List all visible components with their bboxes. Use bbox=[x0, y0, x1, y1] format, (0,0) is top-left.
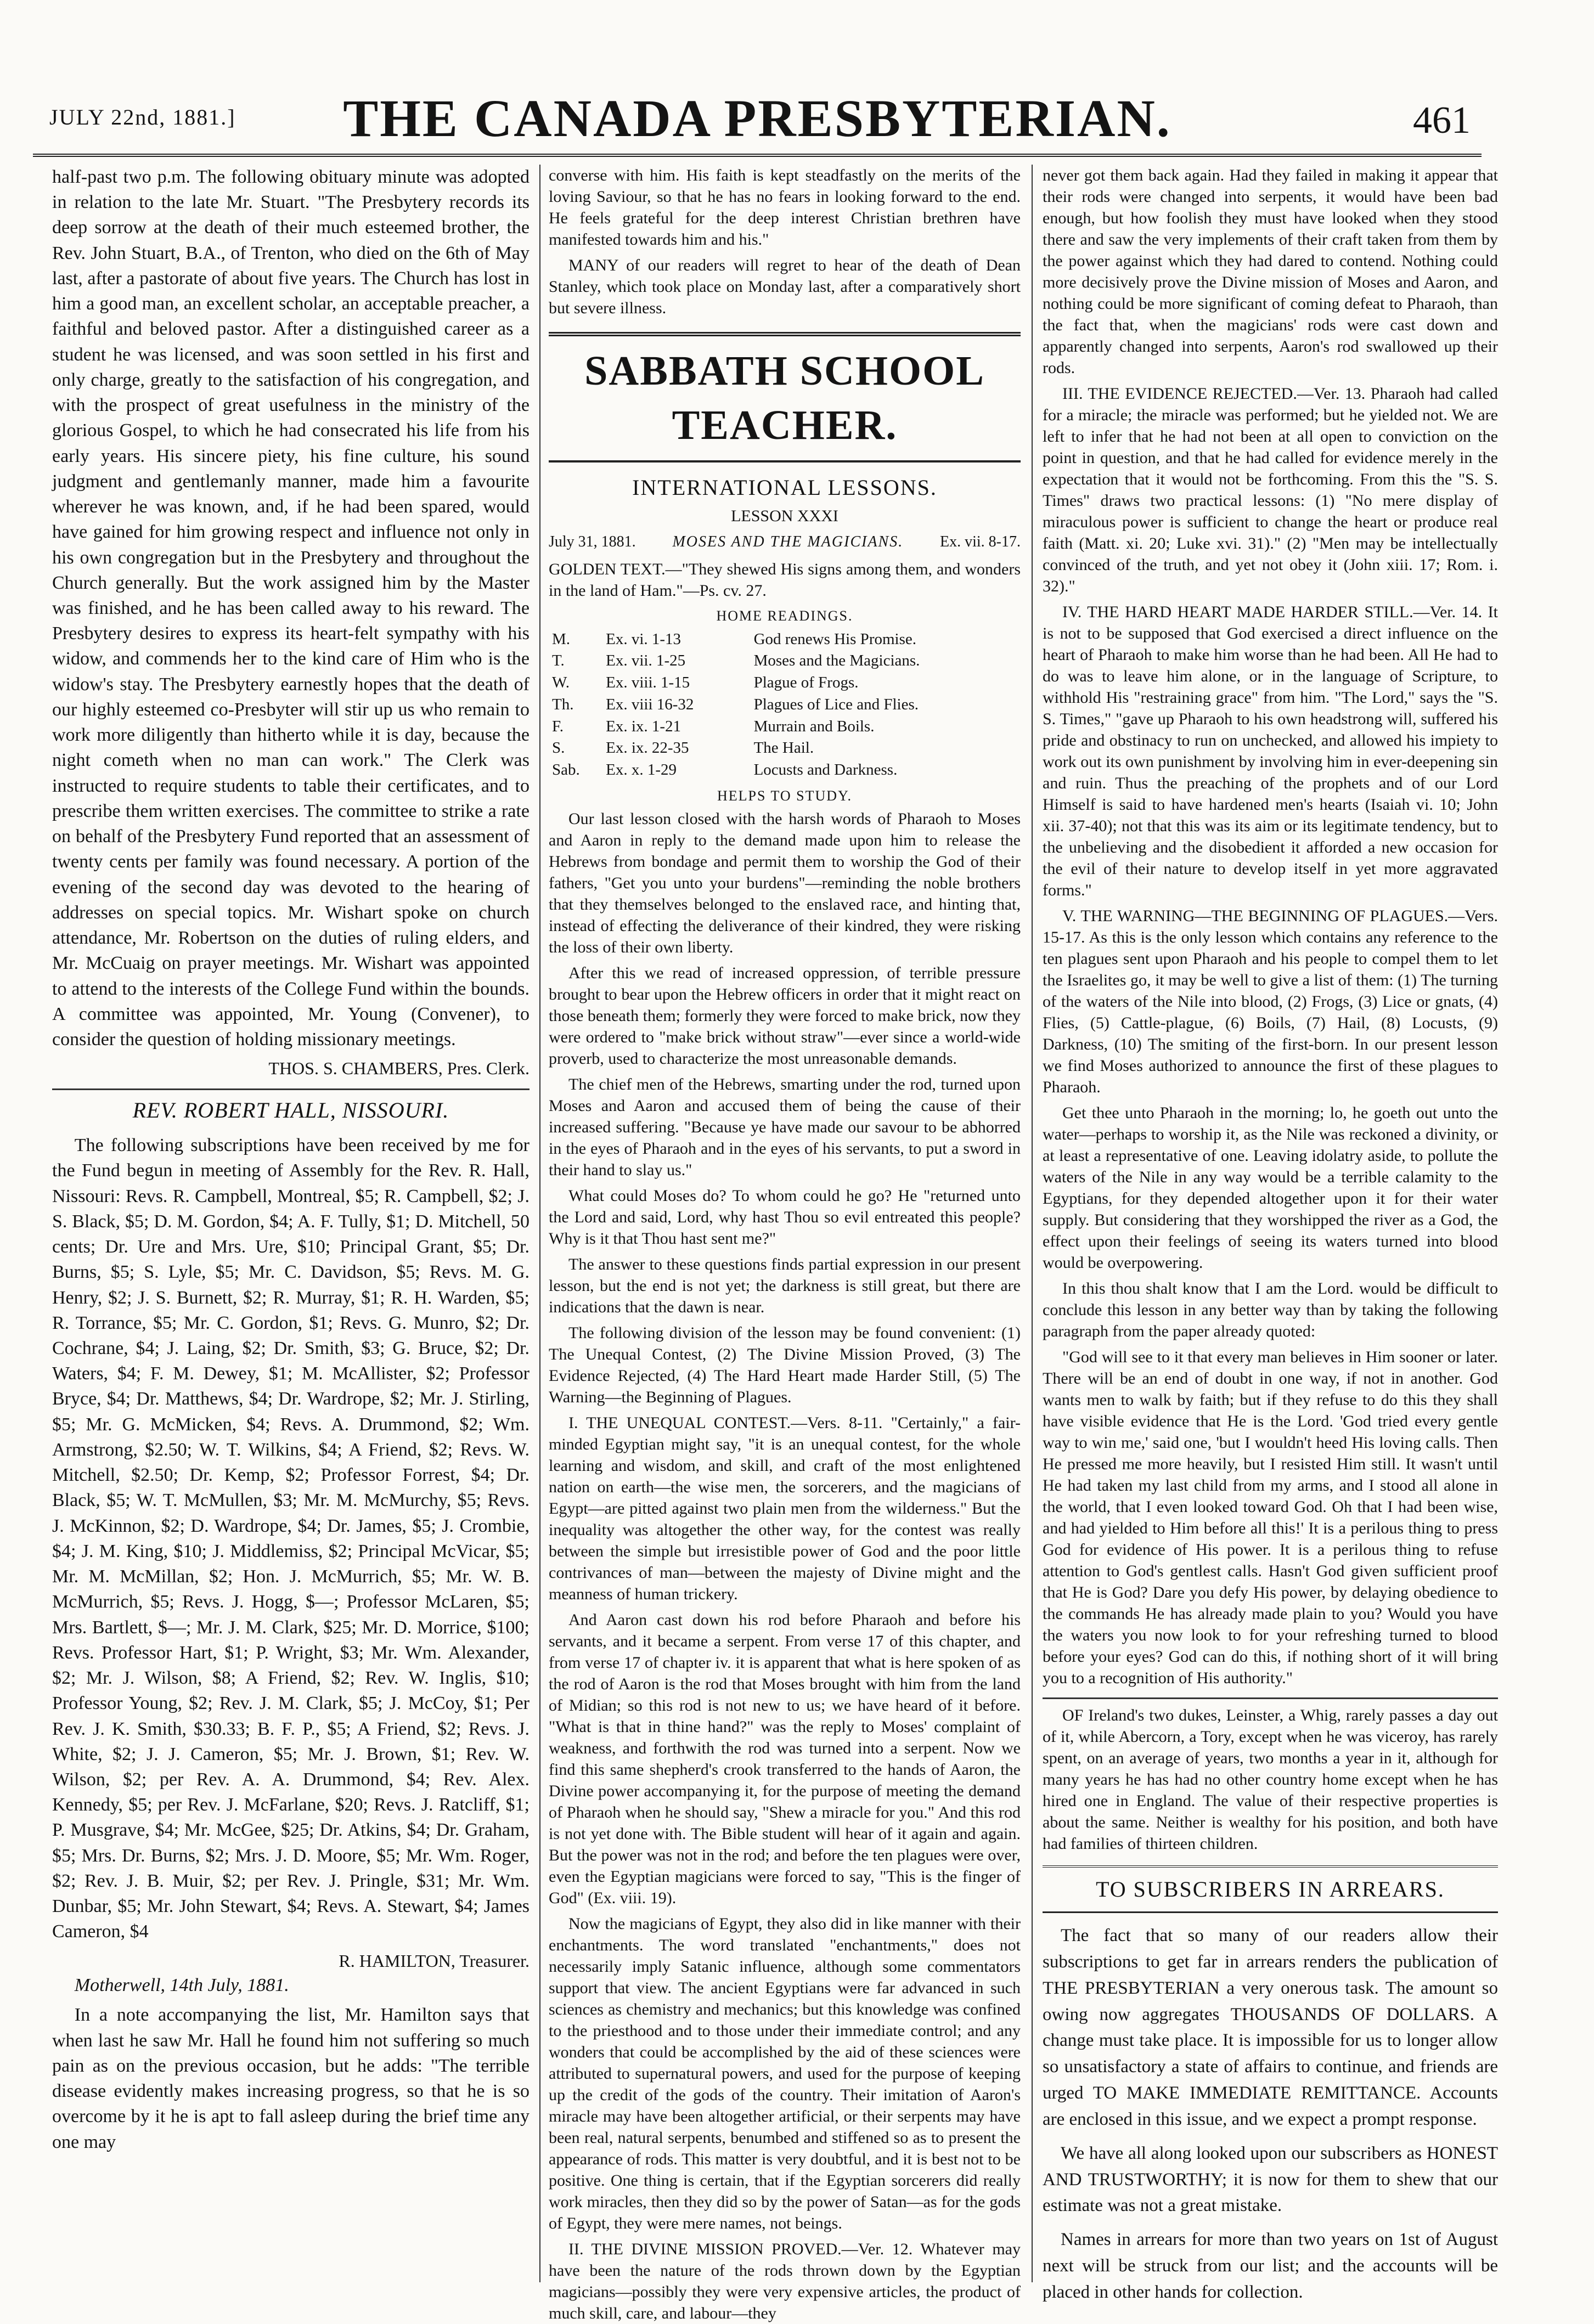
table-row: F. Ex. ix. 1-21 Murrain and Boils. bbox=[552, 717, 875, 735]
paragraph: Our last lesson closed with the harsh words of Pharaoh to Moses and Aaron in reply to the demand made upon him to release the Hebrews from bondage and permit them to worship the God of their fathers, "Get you unto your burdens"—reminding the noble brothers that they themselves belonged to the enslaved race, and hinting that, instead of effecting the deliverance of their kindred, they were risking the loss of their own liberty. bbox=[549, 810, 1021, 957]
table-row: Sab. Ex. x. 1-29 Locusts and Darkness. bbox=[552, 760, 898, 779]
newspaper-title: THE CANADA PRESBYTERIAN. bbox=[343, 89, 1171, 148]
paragraph: The fact that so many of our readers allow their subscriptions to get far in arrears renders the publication of THE PRESBYTERIAN a very onerous task. The amount so owing now aggregates THOUSANDS OF DOLLARS. A change must take place. It is impossible for us to longer allow so unsatisfactory a state of affairs to continue, and friends are urged TO MAKE IMMEDIATE REMITTANCE. Accounts are enclosed in this issue, and we expect a prompt response. bbox=[1043, 1926, 1498, 2129]
presbytery-report-text: half-past two p.m. The following obituary minute was adopted in relation to the late Mr. Stuart. "The Presbytery records its deep sorrow at the death of their much esteemed brother, the Rev. John Stuart, B.A., of Trenton, who died on the 6th of May last, after a pastorate of about five years. The Church has lost in him a good man, an excellent scholar, an acceptable preacher, a faithful and beloved pastor. After a distinguished career as a student he was licensed, and was soon settled in his first and only charge, greatly to the satisfaction of his congregation, and with the prospect of great usefulness in the ministry of the glorious Gospel, to which he had consecrated his life from his early years. His sincere piety, his fine culture, his sound judgment and gentlemanly manner, made him a favourite wherever he was known, and, if he had been spared, would have gained for him growing respect and influence not only in his own congregation but in the Presbytery and throughout the Church generally. But the work assigned him by the Master was finished, and he has been called away to his reward. The Presbytery desires to express its heart-felt sympathy with his widow, and commends her to the kind care of Him who is the widow's stay. The Presbytery earnestly hopes that the death of our highly esteemed co-Presbyter will stir up us who remain to work more diligently than hitherto while it is day, because the night cometh when no man can work." The Clerk was instructed to require students to table their certificates, and to prescribe them written exercises. The committee to strike a rate on behalf of the Presbytery Fund reported that an assessment of twenty cents per family was found necessary. A portion of the evening of the second day was devoted to the hearing of addresses on special topics. Mr. Wishart spoke on church attendance, Mr. Robertson on the duties of ruling elders, and Mr. McCuaig on prayer meetings. Mr. Wishart was appointed to attend to the interests of the College Fund within the bounds. A committee was appointed, Mr. Young (Convener), to consider the question of holding missionary meetings. bbox=[52, 167, 530, 1050]
paragraph: We have all along looked upon our subscribers as HONEST AND TRUSTWORTHY; it is now for them to shew that our estimate was not a great mistake. bbox=[1043, 2143, 1498, 2216]
divider bbox=[1043, 1697, 1498, 1699]
column-rule bbox=[1032, 165, 1033, 2282]
readings-heading: HOME READINGS. bbox=[716, 607, 853, 624]
paragraph: Names in arrears for more than two years on 1st of August next will be struck from our list; and the accounts will be placed in other hands for collection. bbox=[1043, 2230, 1498, 2302]
table-row: M. Ex. vi. 1-13 God renews His Promise. bbox=[552, 630, 916, 648]
paragraph: Get thee unto Pharaoh in the morning; lo, he goeth out unto the water—perhaps to worship it, as the Nile was reckoned a divinity, or at least a representative of one. Leaving idolatry aside, to pollute the waters of the Nile in any way would be a terrible calamity to the Egyptians, for they depended altogether upon it for their water supply. But considering that they worshipped the river as a God, the effect upon their feelings of seeing its waters turned into blood would be overpowering. bbox=[1043, 1104, 1498, 1272]
helps-heading: HELPS TO STUDY. bbox=[717, 787, 852, 804]
quotation: "God will see to it that every man believes in Him sooner or later. There will be an end of doubt in one way, if not in another. God wants men to walk by faith; but if they refuse to do this they shall have visible evidence that He is the Lord. 'God tried every gentle way to win me,' said one, 'but I wouldn't heed His loving calls. Then He pressed me more heavily, but I resisted Him still. It wasn't until He had taken my last child from my arms, and I stood all alone in the world, that I even looked toward God. Oh that I had been wise, and had yielded to Him before all this!' It is a perilous thing to press God for evidence of His power. It is a perilous thing to refuse attention to God's gentlest calls. Hasn't God given sufficient proof that He is God? Dare you defy His power, by delaying obedience to the commands He has already made plain to you? Would you have the waters you now look to for your refreshing turned to blood before your eyes? God can do this, if nothing short of it will bring you to a recognition of His authority." bbox=[1043, 1348, 1498, 1687]
signature: R. HAMILTON, Treasurer. bbox=[339, 1950, 530, 1971]
table-row: T. Ex. vii. 1-25 Moses and the Magicians. bbox=[552, 652, 920, 670]
news-item: OF Ireland's two dukes, Leinster, a Whig, rarely passes a day out of it, while Abercorn, a Tory, except when he was viceroy, has rarely spent, on an average of years, two months a year in it, although for many years he has had no other country home except when he has hired one in England. The value of their respective properties is about the same. Neither is wealthy for his position, and both have had families of thirteen children. bbox=[1043, 1706, 1498, 1853]
signature: THOS. S. CHAMBERS, Pres. Clerk. bbox=[268, 1058, 530, 1079]
section-banner: SABBATH SCHOOL TEACHER. bbox=[549, 332, 1021, 462]
golden-text: GOLDEN TEXT.—"They shewed His signs among them, and wonders in the land of Ham."—Ps. cv. 27. bbox=[549, 560, 1021, 600]
lesson-reference: Ex. vii. 8-17. bbox=[939, 533, 1021, 550]
paragraph: II. THE DIVINE MISSION PROVED.—Ver. 12. Whatever may have been the nature of the rods thrown down by the Egyptian magicians—possibly they were very expensive articles, the product of much skill, care, and labour—they bbox=[549, 2240, 1021, 2323]
dateline: Motherwell, 14th July, 1881. bbox=[74, 1975, 289, 1996]
paragraph: After this we read of increased oppression, of terrible pressure brought to bear upon the Hebrew officers in order that it might react on those beneath them; formerly they were forced to make brick, now they were ordered to "make brick without straw"—ever since a world-wide proverb, used to characterize the most unreasonable demands. bbox=[549, 964, 1021, 1068]
paragraph: In this thou shalt know that I am the Lord. would be difficult to conclude this lesson in any better way than by taking the following paragraph from the paper already quoted: bbox=[1043, 1279, 1498, 1340]
lesson-header bbox=[549, 532, 1021, 552]
paragraph: never got them back again. Had they failed in making it appear that their rods were changed into serpents, it would have been bad enough, but how foolish they must have looked when they stood there and saw the very implements of their craft taken from them by the power against which they had dared to contend. Nothing could more decisively prove the Divine mission of Moses and Aaron, and nothing could be more significant of coming defeat to Pharaoh, than the fact that, when the magicians' rods were cast down and apparently changed into serpents, Aaron's rod swallowed up their rods. bbox=[1043, 166, 1498, 377]
paragraph: III. THE EVIDENCE REJECTED.—Ver. 13. Pharaoh had called for a miracle; the miracle was performed; but he yielded not. We are left to infer that he had not been at all open to conviction on the point in question, and that he had called for evidence merely in the expectation that it would not be forthcoming. From this the "S. S. Times" draws two practical lessons: (1) "No mere display of miraculous power is sufficient to change the heart or produce real faith (Matt. xi. 20; Luke xvi. 31)." (2) "Men may be intellectually convinced of the truth, and yet not obey it (John xiii. 17; Rom. i. 32)." bbox=[1043, 385, 1498, 595]
paragraph: The chief men of the Hebrews, smarting under the rod, turned upon Moses and Aaron and accused them of being the cause of their increased suffering. "Because ye have made our savour to be abhorred in the eyes of Pharaoh and in the eyes of his servants, to put a sword in their hand to slay us." bbox=[549, 1075, 1021, 1180]
paragraph: V. THE WARNING—THE BEGINNING OF PLAGUES.—Vers. 15-17. As this is the only lesson which contains any reference to the ten plagues sent upon Pharaoh and his people to compel them to let the Israelites go, it may be well to give a list of them: (1) The turning of the waters of the Nile into blood, (2) Frogs, (3) Lice or gnats, (4) Flies, (5) Cattle-plague, (6) Boils, (7) Hail, (8) Locusts, (9) Darkness, (10) The smiting of the first-born. In our present lesson we find Moses authorized to announce the first of these plagues to Pharaoh. bbox=[1043, 907, 1498, 1096]
section-subheading: INTERNATIONAL LESSONS. bbox=[632, 475, 937, 500]
notice-heading: TO SUBSCRIBERS IN ARREARS. bbox=[1043, 1865, 1498, 1913]
column-2 bbox=[549, 165, 1021, 2323]
table-row: S. Ex. ix. 22-35 The Hail. bbox=[552, 739, 814, 757]
page-number: 461 bbox=[1413, 99, 1471, 142]
issue-date: JULY 22nd, 1881.] bbox=[49, 105, 236, 129]
column-rule bbox=[539, 165, 540, 2282]
column-1 bbox=[52, 165, 530, 2293]
lesson-date: July 31, 1881. bbox=[549, 533, 636, 550]
paragraph: The answer to these questions finds partial expression in our present lesson, but the end is not yet; the darkness is still great, but there are indications that the dawn is near. bbox=[549, 1255, 1021, 1317]
paragraph: I. THE UNEQUAL CONTEST.—Vers. 8-11. "Certainly," a fair-minded Egyptian might say, "it is an unequal contest, for the whole learning and wisdom, and skill, and craft of the most enlightened nation on earth—the wise men, the sorcerers, and the magicians of Egypt—are pitted against two plain men from the wilderness." But the inequality was altogether the other way, for the contest was really between the simple but irresistible power of God and the poor little contrivances of man—between the majesty of Divine might and the meanness of human trickery. bbox=[549, 1414, 1021, 1604]
subscription-list: The following subscriptions have been received by me for the Fund begun in meeting of Assembly for the Rev. R. Hall, Nissouri: Revs. R. Campbell, Montreal, $5; R. Campbell, $2; J. S. Black, $5; D. M. Gordon, $4; A. F. Tully, $1; D. Mitchell, 50 cents; Dr. Ure and Mrs. Ure, $10; Principal Grant, $5; Dr. Burns, $5; S. Lyle, $5; Mr. C. Davidson, $5; Revs. M. G. Henry, $2; J. S. Burnett, $2; R. Murray, $1; R. H. Warden, $5; R. Torrance, $5; Mr. C. Gordon, $1; Revs. G. Munro, $2; Dr. Cochrane, $4; J. Laing, $2; Dr. Smith, $3; G. Bruce, $2; Dr. Waters, $4; F. M. Dewey, $1; M. McAllister, $2; Professor Bryce, $4; Dr. Matthews, $4; Dr. Wardrope, $2; Mr. J. Stirling, $5; Mr. G. McMicken, $4; Revs. A. Drummond, $2; Wm. Armstrong, $2.50; W. T. Wilkins, $4; A Friend, $2; Revs. W. Mitchell, $2.50; Dr. Kemp, $2; Professor Forrest, $4; Dr. Black, $5; W. T. McMullen, $3; Mr. M. McMurchy, $5; Revs. J. McKinnon, $2; D. Wardrope, $4; Dr. James, $5; J. Crombie, $4; J. M. King, $10; J. Middlemiss, $2; Principal McVicar, $5; Mr. M. McMillan, $2; Hon. J. McMurrich, $5; Mr. W. B. McMurrich, $5; Revs. J. Hogg, $—; Professor McLaren, $5; Mrs. Bartlett, $—; Mr. J. M. Clark, $25; Mr. D. Morrice, $100; Revs. Professor Hart, $1; P. Wright, $3; Mr. Wm. Alexander, $2; Mr. J. Wilson, $8; A Friend, $2; Rev. W. Inglis, $10; Professor Young, $2; Rev. J. M. Clark, $5; J. McCoy, $1; Per Rev. J. K. Smith, $30.33; B. F. P., $5; A Friend, $2; Revs. J. White, $2; J. J. Cameron, $5; Mr. J. Brown, $1; Rev. W. Wilson, $2; per Rev. A. A. Drummond, $4; Rev. Alex. Kennedy, $5; per Rev. J. McFarlane, $20; Revs. J. Ratcliff, $1; P. Musgrave, $4; Mr. McGee, $25; Dr. Atkins, $4; Dr. Graham, $5; Mrs. Dr. Burns, $2; Mrs. J. D. Moore, $5; Mr. Wm. Roger, $2; Rev. J. B. Muir, $2; per Rev. J. Pringle, $31; Mr. Wm. Dunbar, $5; Mr. John Stewart, $4; Revs. A. Stewart, $4; James Cameron, $4 bbox=[52, 1135, 530, 1942]
news-item: MANY of our readers will regret to hear of the death of Dean Stanley, which took place on Monday last, after a comparatively short but severe illness. bbox=[549, 256, 1021, 317]
paragraph: What could Moses do? To whom could he go? He "returned unto the Lord and said, Lord, why hast Thou so evil entreated this people? Why is it that Thou hast sent me?" bbox=[549, 1187, 1021, 1248]
lesson-title: MOSES AND THE MAGICIANS. bbox=[672, 533, 904, 550]
article-heading: REV. ROBERT HALL, NISSOURI. bbox=[52, 1088, 530, 1125]
paragraph: Now the magicians of Egypt, they also did in like manner with their enchantments. The word translated "enchantments," does not necessarily imply Satanic influence, although some commentators support that view. The ancient Egyptians were far advanced in such sciences as chemistry and mechanics; but this knowledge was confined to the priesthood and to those under their immediate control; and any wonders that could be accomplished by the aid of these sciences were attributed to supernatural powers, and used for the purpose of keeping up the credit of the gods of the country. Their imitation of Aaron's miracle may have been altogether artificial, or their serpents may have been real, natural serpents, benumbed and stiffened so as to present the appearance of rods. This matter is very doubtful, and it is best not to be positive. One thing is certain, that if the Egyptian sorcerers did really work miracles, then they did so by the power of Satan—as for the gods of Egypt, they were mere names, not beings. bbox=[549, 1915, 1021, 2233]
paragraph: converse with him. His faith is kept steadfastly on the merits of the loving Saviour, so that he has no fears in looking forward to the end. He feels grateful for the deep interest Christian brethren have manifested towards him and his." bbox=[549, 166, 1021, 249]
lesson-number: LESSON XXXI bbox=[731, 506, 838, 525]
home-readings-table bbox=[549, 629, 1021, 781]
paragraph: IV. THE HARD HEART MADE HARDER STILL.—Ver. 14. It is not to be supposed that God exercised a direct influence on the heart of Pharaoh to make him worse than he had been. All He had to do was to leave him alone, or in the language of Scripture, to withhold His "restraining grace" from him. "The Lord," says the "S. S. Times," "gave up Pharaoh to his own headstrong will, suffered his pride and obstinacy to run on unchecked, and allowed his impiety to work out its own punishment by involving him in ever-deepening sin and ruin. Thus the preaching of the prophets and of our Lord Himself is said to have hardened men's hearts (Isaiah vi. 10; John xii. 37-40); not that this was its aim or its legitimate tendency, but to the unbelieving and the disobedient it afforded a new occasion for the evil of their nature to develop itself in yet more aggravated forms." bbox=[1043, 603, 1498, 899]
paragraph: The following division of the lesson may be found convenient: (1) The Unequal Contest, (2) The Divine Mission Proved, (3) The Evidence Rejected, (4) The Hard Heart made Harder Still, (5) The Warning—the Beginning of Plagues. bbox=[549, 1324, 1021, 1407]
masthead bbox=[33, 88, 1482, 157]
paragraph: In a note accompanying the list, Mr. Hamilton says that when last he saw Mr. Hall he found him not suffering so much pain as on the previous occasion, but he adds: "The terrible disease evidently makes increasing progress, so that he is so overcome by it he is apt to fall asleep during the brief time any one may bbox=[52, 2005, 530, 2152]
paragraph: And Aaron cast down his rod before Pharaoh and before his servants, and it became a serpent. From verse 17 of this chapter, and from verse 17 of chapter iv. it is apparent that what is here spoken of as the rod of Aaron is the rod that Moses brought with him from the land of Midian; so this rod is not new to us; we have heard of it before. "What is that in thine hand?" was the reply to Moses' complaint of weakness, and forthwith the rod was turned into a serpent. Now we find this same shepherd's crook transferred to the hands of Aaron, the Divine power accompanying it, for the purpose of meeting the demand of Pharaoh when he should say, "Shew a miracle for you." And this rod is not yet done with. The Bible student will hear of it again and again. But the power was not in the rod; and before the ten plagues were over, even the Egyptian magicians were forced to say, "This is the finger of God" (Ex. viii. 19). bbox=[549, 1611, 1021, 1908]
table-row: Th. Ex. viii 16-32 Plagues of Lice and Flies. bbox=[552, 695, 919, 713]
arrears-notice bbox=[1043, 1923, 1498, 2306]
column-3 bbox=[1043, 165, 1498, 2302]
table-row: W. Ex. viii. 1-15 Plague of Frogs. bbox=[552, 674, 859, 692]
